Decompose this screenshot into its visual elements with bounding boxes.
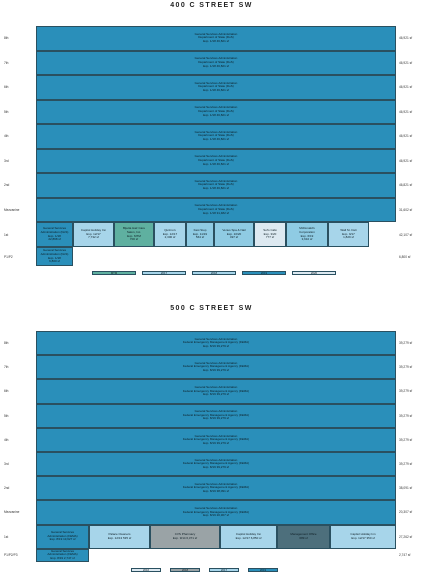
legend-item: 2018	[170, 568, 200, 572]
cell-text: Quizno's	[164, 228, 176, 233]
cell-text: Exp. 9/17	[342, 231, 355, 236]
floor-sqft: 39,279 sf	[399, 341, 413, 346]
legend-item: MTM	[92, 271, 136, 275]
cell-text: General Services Administration	[194, 360, 238, 365]
floor-tenant	[36, 75, 396, 100]
cell-text: Salon, Inc.	[126, 229, 142, 234]
floor-sqft: 46,921 sf	[399, 85, 413, 90]
cell-text: General Services Administration	[194, 457, 238, 462]
floor-sqft: 46,921 sf	[399, 60, 413, 65]
floor-tenant	[36, 476, 396, 500]
cell-text: Exp. 12/17	[162, 231, 178, 236]
floor-tenant	[36, 26, 396, 51]
cell-text: Department of State (DoS)	[198, 182, 234, 187]
floor-tenant	[36, 149, 396, 174]
floor-sqft: 31,602 sf	[399, 207, 413, 212]
ground-tenant	[150, 525, 220, 549]
ground-tenant	[154, 222, 186, 247]
cell-text: Exp. 1/18 46,821 sf	[203, 186, 229, 191]
ground-tenant	[89, 525, 150, 549]
cell-text: Exp. 3/20	[263, 231, 277, 236]
floor-label: 2nd	[4, 486, 10, 491]
cell-text: Federal Emergency Management Agency (FEMA)	[182, 509, 250, 514]
building-title: 500 C STREET SW	[170, 305, 253, 312]
cell-text: 3,610 sf	[301, 237, 313, 242]
cell-text: Exp. 1/18 46,821 sf	[203, 161, 229, 166]
cell-text: Exp. 8/19 20,307 sf	[203, 513, 229, 518]
cell-text: Federal Emergency Management Agency (FEMA)	[182, 340, 250, 345]
ground-tenant	[220, 525, 277, 549]
floor-label: 4th	[4, 437, 9, 442]
cell-text: Exp. 1/18 46,821 sf	[203, 39, 229, 44]
floor-sqft: 46,921 sf	[399, 158, 413, 163]
cell-text: Sol's Café	[263, 228, 277, 233]
floor-label: 1st	[4, 534, 9, 539]
floor-tenant	[36, 500, 396, 524]
cell-text: General Services Administration	[194, 203, 238, 208]
legend-item: 2018	[192, 271, 236, 275]
floor-label: 3rd	[4, 158, 9, 163]
cell-text: General Services	[42, 248, 66, 253]
floor-tenant	[36, 51, 396, 76]
floor-sqft: 39,279 sf	[399, 437, 413, 442]
cell-text: Wall St. Deli	[340, 228, 357, 233]
floor-label: 6th	[4, 85, 9, 90]
floor-label: 6th	[4, 389, 9, 394]
cell-text: 700 sf	[129, 237, 139, 242]
cell-text: General Services Administration	[194, 129, 238, 134]
cell-text: Department of State (DoS)	[198, 206, 234, 211]
floor-sqft: 46,921 sf	[399, 36, 413, 41]
floor-tenant	[36, 124, 396, 149]
cell-text: Exp. 10/20	[226, 231, 242, 236]
cell-text: General Services Administration	[194, 56, 238, 61]
cell-text: General Services Administration	[194, 31, 238, 36]
floor-tenant	[36, 173, 396, 198]
cell-text: Exp. 8/19 13,627 sf	[49, 537, 76, 542]
legend-item: 2016	[131, 568, 161, 572]
floor-sqft: 6,800 sf	[399, 254, 411, 259]
floor-tenant	[36, 198, 396, 223]
floor-sqft: 20,307 sf	[399, 510, 413, 515]
cell-text: Federal Emergency Management Agency (FEMA)	[182, 485, 250, 490]
cell-text: General Services Administration	[194, 154, 238, 159]
ground-tenant	[286, 222, 328, 247]
cell-text: Administration (FEMA)	[47, 533, 78, 538]
cell-text: Capitol Holiday Inn	[80, 228, 107, 233]
cell-text: General Services	[42, 226, 66, 231]
cell-text: General Services Administration	[194, 105, 238, 110]
cell-text: 7,732 sf	[88, 235, 99, 240]
cell-text: 689 sf	[299, 535, 308, 540]
cell-text: Federal Emergency Management Agency (FEMA)	[182, 388, 250, 393]
floor-label: 1st	[4, 232, 9, 237]
ground-tenant	[114, 222, 154, 247]
cell-text: Exp. 12/13 535 sf	[107, 535, 132, 540]
ground-tenant	[36, 222, 73, 247]
cell-text: CVS Pharmacy	[174, 532, 196, 536]
floor-sqft: 39,279 sf	[399, 413, 413, 418]
cell-text: General Services Administration	[194, 178, 238, 183]
cell-text: Exp. 12/17 350 sf	[351, 535, 375, 540]
cell-text: Exp. 6/19	[300, 233, 314, 238]
cell-text: Exp. 11/19	[192, 231, 208, 236]
ground-tenant	[73, 222, 114, 247]
cell-text: Department of State (DoS)	[198, 108, 234, 113]
legend-item: 2020	[292, 271, 336, 275]
cell-text: McDonald's	[299, 226, 315, 231]
floor-label: Mezzanine	[4, 207, 20, 212]
cell-text: Exp. 12/17	[86, 231, 101, 236]
floor-tenant	[36, 379, 396, 403]
floor-sqft: 39,279 sf	[399, 389, 413, 394]
basement-tenant	[36, 247, 73, 266]
legend-item: 2017	[142, 271, 186, 275]
cell-text: Federal Emergency Management Agency (FEMA)	[182, 364, 250, 369]
cell-text: Bijetta Hair Care	[122, 226, 145, 231]
floor-sqft: 2,747 sf	[399, 553, 411, 558]
cell-text: Federal Emergency Management Agency (FEMA)	[182, 437, 250, 442]
floor-sqft: 46,921 sf	[399, 134, 413, 139]
cell-text: Department of State (DoS)	[198, 35, 234, 40]
cell-text: Department of State (DoS)	[198, 59, 234, 64]
floor-sqft: 27,262 sf	[399, 534, 413, 539]
cell-text: General Services Administration	[194, 481, 238, 486]
cell-text: 564 sf	[195, 235, 205, 240]
ground-tenant	[254, 222, 286, 247]
floor-label: 7th	[4, 60, 9, 65]
floor-label: 5th	[4, 109, 9, 114]
floor-tenant	[36, 404, 396, 428]
legend-item: 2019	[248, 568, 278, 572]
floor-label: 8th	[4, 36, 9, 41]
cell-text: Department of State (DoS)	[198, 133, 234, 138]
floor-sqft: 38,091 sf	[399, 486, 413, 491]
floor-label: P1/P2/P3	[4, 553, 18, 558]
floor-sqft: 42,107 sf	[399, 232, 413, 237]
floor-label: 4th	[4, 134, 9, 139]
cell-text: Federal Emergency Management Agency (FEMA)	[182, 412, 250, 417]
cell-text: Department of State (DoS)	[198, 84, 234, 89]
cell-text: Exp. 1/18 46,821 sf	[203, 63, 229, 68]
cell-text: Exp. 8/19 38,091 sf	[203, 489, 229, 494]
cell-text: Administration (DoS)	[40, 229, 69, 234]
floor-label: 2nd	[4, 183, 10, 188]
floor-tenant	[36, 452, 396, 476]
floor-sqft: 39,279 sf	[399, 462, 413, 467]
cell-text: Administration (DoS)	[40, 251, 69, 256]
cell-text: 6,800 sf	[49, 259, 60, 264]
floor-sqft: 46,821 sf	[399, 183, 413, 188]
cell-text: 777 sf	[265, 235, 275, 240]
cell-text: Exp. 8/19 39,279 sf	[203, 392, 229, 397]
cell-text: Palace Cleaners	[108, 532, 131, 536]
cell-text: General Services	[50, 530, 74, 535]
legend-item: 2019	[242, 271, 286, 275]
cell-text: 1,829 sf	[343, 235, 354, 240]
cell-text: 22,898 sf	[48, 237, 61, 242]
floor-tenant	[36, 355, 396, 379]
cell-text: General Services Administration	[194, 80, 238, 85]
cell-text: Department of State (DoS)	[198, 157, 234, 162]
floor-sqft: 46,921 sf	[399, 109, 413, 114]
cell-text: Exp. 1/18 31,482 sf	[203, 210, 229, 215]
cell-text: Exp. 1/18	[48, 233, 61, 238]
cell-text: Capitol Holiday Inn	[350, 532, 376, 536]
cell-text: Exp. MTM	[127, 233, 141, 238]
ground-tenant	[186, 222, 214, 247]
cell-text: Fast Stop	[193, 228, 207, 233]
cell-text: Exp. 1/18 46,821 sf	[203, 88, 229, 93]
floor-label: P1/P2	[4, 254, 13, 259]
cell-text: Exp. 9/14 6,371 sf	[172, 535, 198, 540]
cell-text: Exp. 1/18 46,821 sf	[203, 112, 229, 117]
ground-tenant	[328, 222, 369, 247]
ground-tenant	[330, 525, 396, 549]
building-title: 400 C STREET SW	[170, 2, 253, 9]
cell-text: Exp. 8/19 39,279 sf	[203, 440, 229, 445]
floor-tenant	[36, 428, 396, 452]
floor-sqft: 39,279 sf	[399, 365, 413, 370]
cell-text: Management Office	[290, 532, 317, 536]
cell-text: General Services Administration	[194, 336, 238, 341]
floor-tenant	[36, 100, 396, 125]
floor-label: 3rd	[4, 462, 9, 467]
cell-text: Exp. 8/19 39,279 sf	[203, 464, 229, 469]
basement-tenant	[36, 549, 89, 562]
cell-text: Administration (FEMA)	[47, 552, 78, 557]
cell-text: Exp. 8/19 39,279 sf	[203, 416, 229, 421]
cell-text: General Services Administration	[194, 385, 238, 390]
cell-text: General Services Administration	[194, 506, 238, 511]
cell-text: Venus Spa & Nail	[222, 228, 246, 233]
cell-text: Federal Emergency Management Agency (FEMA)	[182, 461, 250, 466]
cell-text: 2,300 sf	[164, 235, 176, 240]
ground-tenant	[36, 525, 89, 549]
cell-text: Exp. 12/17 6,850 sf	[235, 535, 262, 540]
floor-label: 5th	[4, 413, 9, 418]
floor-tenant	[36, 331, 396, 355]
ground-tenant	[277, 525, 330, 549]
cell-text: General Services Administration	[194, 433, 238, 438]
cell-text: 497 sf	[229, 235, 239, 240]
floor-label: 8th	[4, 341, 9, 346]
cell-text: Exp. 8/19 39,279 sf	[203, 343, 229, 348]
cell-text: Capitol Holiday Inn	[235, 532, 262, 536]
cell-text: General Services Administration	[194, 409, 238, 414]
cell-text: General Services	[50, 548, 74, 553]
cell-text: Exp. 1/18	[48, 255, 61, 260]
cell-text: Exp. 8/19 39,279 sf	[203, 368, 229, 373]
legend-item: 2017	[209, 568, 239, 572]
cell-text: Corporation	[299, 229, 315, 234]
cell-text: Exp. 8/19 2,747 sf	[50, 555, 75, 560]
cell-text: Exp. 1/18 46,821 sf	[203, 137, 229, 142]
floor-label: 7th	[4, 365, 9, 370]
ground-tenant	[214, 222, 254, 247]
floor-label: Mezzanine	[4, 510, 20, 515]
